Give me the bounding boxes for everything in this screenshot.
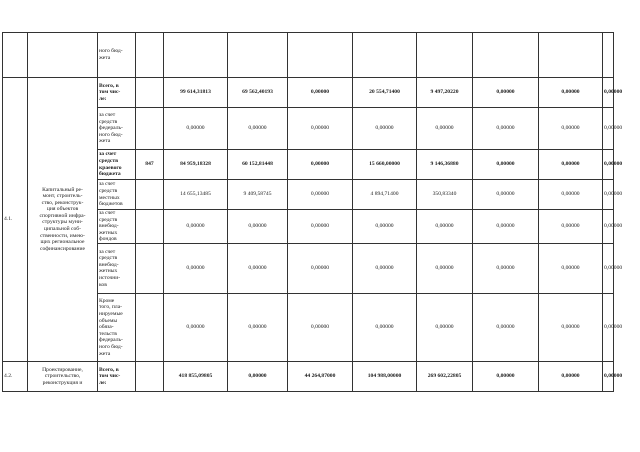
- amount-cell: 104 988,00000: [353, 361, 417, 391]
- grbs-code-cell: 847: [136, 150, 164, 180]
- amount-cell: 0,00000: [603, 108, 614, 150]
- amount-cell: 9 146,36880: [417, 150, 473, 180]
- amount-cell: 0,00000: [417, 293, 473, 361]
- amount-cell: 0,00000: [603, 180, 614, 210]
- funding-source-label: Всего, в том чис- ле:: [98, 361, 136, 391]
- amount-cell: 44 264,87000: [288, 361, 353, 391]
- amount-cell: 0,00000: [473, 361, 539, 391]
- section-activity-4-2: Проектирование, строительство, реконструкция и: [28, 361, 98, 391]
- grbs-code-cell: [136, 108, 164, 150]
- amount-cell: 0,00000: [164, 108, 228, 150]
- funding-source-label: за счет средств федераль- ного бюд- жета: [98, 108, 136, 150]
- amount-cell: 0,00000: [288, 243, 353, 293]
- amount-cell: 99 614,31813: [164, 78, 228, 108]
- amount-cell: 0,00000: [473, 180, 539, 210]
- amount-cell: 20 554,71400: [353, 78, 417, 108]
- amount-cell: 15 660,00000: [353, 150, 417, 180]
- amount-cell: 0,00000: [288, 210, 353, 244]
- amount-cell: 0,00000: [288, 108, 353, 150]
- amount-cell: 0,00000: [288, 180, 353, 210]
- funding-source-label: за счет средств краевого бюджета: [98, 150, 136, 180]
- amount-cell: 4 894,71400: [353, 180, 417, 210]
- table-row: [3, 361, 614, 391]
- grbs-code-cell: [136, 243, 164, 293]
- amount-cell: 0,00000: [228, 243, 288, 293]
- amount-cell: [417, 33, 473, 78]
- table-row: [3, 78, 614, 108]
- funding-source-label: за счет средств внебюд- жетных источни- ков: [98, 243, 136, 293]
- amount-cell: 418 855,09805: [164, 361, 228, 391]
- amount-cell: 0,00000: [228, 361, 288, 391]
- amount-cell: 0,00000: [164, 210, 228, 244]
- funding-source-label: за счет средств местных бюджетов: [98, 180, 136, 210]
- amount-cell: 0,00000: [353, 243, 417, 293]
- amount-cell: 0,00000: [539, 180, 603, 210]
- amount-cell: 0,00000: [539, 108, 603, 150]
- grbs-code-cell: [136, 180, 164, 210]
- amount-cell: 350,83340: [417, 180, 473, 210]
- amount-cell: 0,00000: [603, 361, 614, 391]
- grbs-code-cell: [136, 361, 164, 391]
- amount-cell: 14 655,13485: [164, 180, 228, 210]
- amount-cell: 0,00000: [473, 78, 539, 108]
- amount-cell: 0,00000: [539, 150, 603, 180]
- amount-cell: [228, 33, 288, 78]
- amount-cell: 0,00000: [288, 150, 353, 180]
- amount-cell: 0,00000: [228, 210, 288, 244]
- amount-cell: [288, 33, 353, 78]
- amount-cell: 0,00000: [473, 108, 539, 150]
- amount-cell: 9 497,20220: [417, 78, 473, 108]
- table-body: [3, 33, 623, 392]
- amount-cell: [473, 33, 539, 78]
- grbs-code-cell: [136, 293, 164, 361]
- amount-cell: 0,00000: [417, 108, 473, 150]
- grbs-code-cell: [136, 78, 164, 108]
- amount-cell: [539, 33, 603, 78]
- amount-cell: 0,00000: [353, 210, 417, 244]
- funding-source-label: ного бюд- жета: [98, 33, 136, 78]
- amount-cell: 0,00000: [603, 210, 614, 244]
- amount-cell: 0,00000: [539, 293, 603, 361]
- grbs-code-cell: [136, 33, 164, 78]
- activity-cell: [28, 33, 98, 78]
- amount-cell: 0,00000: [228, 108, 288, 150]
- amount-cell: 84 959,18328: [164, 150, 228, 180]
- amount-cell: 0,00000: [603, 243, 614, 293]
- amount-cell: 0,00000: [353, 293, 417, 361]
- amount-cell: 0,00000: [539, 243, 603, 293]
- amount-cell: 0,00000: [288, 293, 353, 361]
- amount-cell: 0,00000: [164, 243, 228, 293]
- amount-cell: 0,00000: [539, 361, 603, 391]
- funding-source-label: за счет средств внебюд- жетных фондов: [98, 210, 136, 244]
- section-number-4-1: 4.1.: [3, 78, 28, 362]
- amount-cell: 9 409,58745: [228, 180, 288, 210]
- amount-cell: 0,00000: [473, 150, 539, 180]
- amount-cell: 269 602,22805: [417, 361, 473, 391]
- row-number-cell: [3, 33, 28, 78]
- funding-source-label: Всего, в том чис- ле:: [98, 78, 136, 108]
- budget-table: [2, 32, 623, 392]
- amount-cell: 0,00000: [603, 150, 614, 180]
- table-row: [3, 33, 614, 78]
- amount-cell: [603, 33, 614, 78]
- amount-cell: 0,00000: [417, 243, 473, 293]
- amount-cell: 0,00000: [417, 210, 473, 244]
- amount-cell: 0,00000: [473, 210, 539, 244]
- amount-cell: 69 562,40193: [228, 78, 288, 108]
- amount-cell: 0,00000: [603, 78, 614, 108]
- amount-cell: 0,00000: [539, 210, 603, 244]
- grbs-code-cell: [136, 210, 164, 244]
- amount-cell: 0,00000: [164, 293, 228, 361]
- amount-cell: 0,00000: [473, 243, 539, 293]
- amount-cell: 0,00000: [603, 293, 614, 361]
- section-number-4-2: 4.2.: [3, 361, 28, 391]
- amount-cell: 0,00000: [288, 78, 353, 108]
- amount-cell: 0,00000: [228, 293, 288, 361]
- funding-source-label: Кроме того, пла- нируемые объемы обяза- тельств федераль- ного бюд- жета: [98, 293, 136, 361]
- amount-cell: [353, 33, 417, 78]
- amount-cell: 60 152,81448: [228, 150, 288, 180]
- amount-cell: 0,00000: [353, 108, 417, 150]
- amount-cell: [164, 33, 228, 78]
- section-activity-4-1: Капитальный ре- монт, строитель- ство, реконструк- ция объектов спортивной инфра- структуры муни- ципальной соб- ственности, имею- щих региональное софинансирование: [28, 78, 98, 362]
- amount-cell: 0,00000: [473, 293, 539, 361]
- amount-cell: 0,00000: [539, 78, 603, 108]
